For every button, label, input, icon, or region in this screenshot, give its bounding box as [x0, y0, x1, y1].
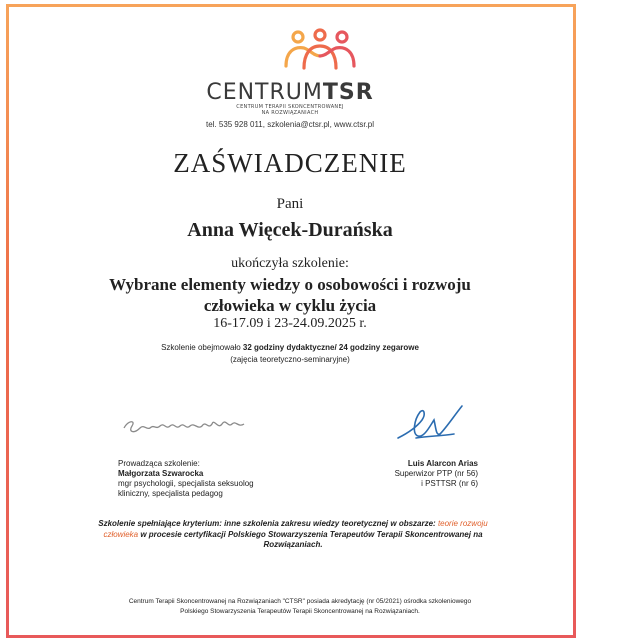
hours-bold: 32 godziny dydaktyczne/ 24 godziny zegarowe [242, 343, 419, 352]
salutation: Pani [276, 196, 304, 212]
course-dates: 16-17.09 i 23-24.09.2025 r. [213, 316, 367, 331]
brand-light: CENTRUM [206, 80, 323, 105]
hours-prefix: Szkolenie obejmowało [161, 343, 243, 352]
brand-bold: TSR [322, 80, 374, 105]
instructor-block [118, 459, 338, 499]
three-people-icon [280, 28, 360, 72]
footer-line2: Polskiego Stowarzyszenia Terapeutów Terapii Skoncentrowanej na Rozwiązaniach. [180, 608, 420, 615]
footer-line1: Centrum Terapii Skoncentrowanej na Rozwiązaniach "CTSR" posiada akredytację (nr 05/2021) ośrodka szkoleniowego [128, 598, 472, 605]
instructor-desc-line2: kliniczny, specjalista pedagog [118, 489, 223, 498]
course-title-line1: Wybrane elementy wiedzy o osobowości i rozwoju [109, 275, 471, 294]
handwritten-signature-left [120, 408, 250, 440]
brand-name [0, 80, 580, 105]
certification-criteria [90, 519, 496, 551]
criteria-part2: w procesie certyfikacji Polskiego Stowarzyszenia Terapeutów Terapii Skoncentrowanej na Rozwiązaniach. [138, 529, 483, 549]
course-title [60, 274, 520, 316]
brand-subtitle-line2: NA ROZWIĄZANIACH [261, 110, 319, 116]
brand-subtitle [0, 104, 580, 116]
certificate-title: ZAŚWIADCZENIE [173, 148, 407, 178]
instructor-desc-line1: mgr psychologii, specjalista seksuolog [118, 479, 254, 488]
contact-info: tel. 535 928 011, szkolenia@ctsr.pl, www.ctsr.pl [205, 120, 375, 129]
course-title-line2: człowieka w cyklu życia [203, 296, 377, 315]
accreditation-footer [80, 597, 520, 617]
supervisor-block [330, 459, 478, 489]
brand-subtitle-line1: CENTRUM TERAPII SKONCENTROWANEJ [236, 104, 344, 110]
completed-text: ukończyła szkolenie: [231, 256, 349, 271]
supervisor-signature [392, 398, 468, 450]
instructor-signature [120, 408, 250, 444]
hours-note: (zajęcia teoretyczno-seminaryjne) [230, 355, 350, 364]
supervisor-line2: i PSTTSR (nr 6) [421, 479, 478, 488]
handwritten-signature-right [392, 398, 468, 446]
course-hours [0, 343, 580, 352]
supervisor-line1: Superwizor PTP (nr 56) [394, 469, 478, 478]
recipient-name: Anna Więcek-Durańska [187, 219, 393, 241]
criteria-highlight: teorie rozwoju człowieka [103, 519, 488, 539]
ctsr-logo [0, 28, 640, 72]
instructor-name: Małgorzata Szwarocka [118, 469, 204, 478]
criteria-part1: Szkolenie spełniające kryterium: inne szkolenia zakresu wiedzy teoretycznej w obszarze: [98, 519, 438, 528]
instructor-role: Prowadząca szkolenie: [118, 459, 200, 468]
supervisor-name: Luis Alarcon Arias [407, 459, 478, 468]
